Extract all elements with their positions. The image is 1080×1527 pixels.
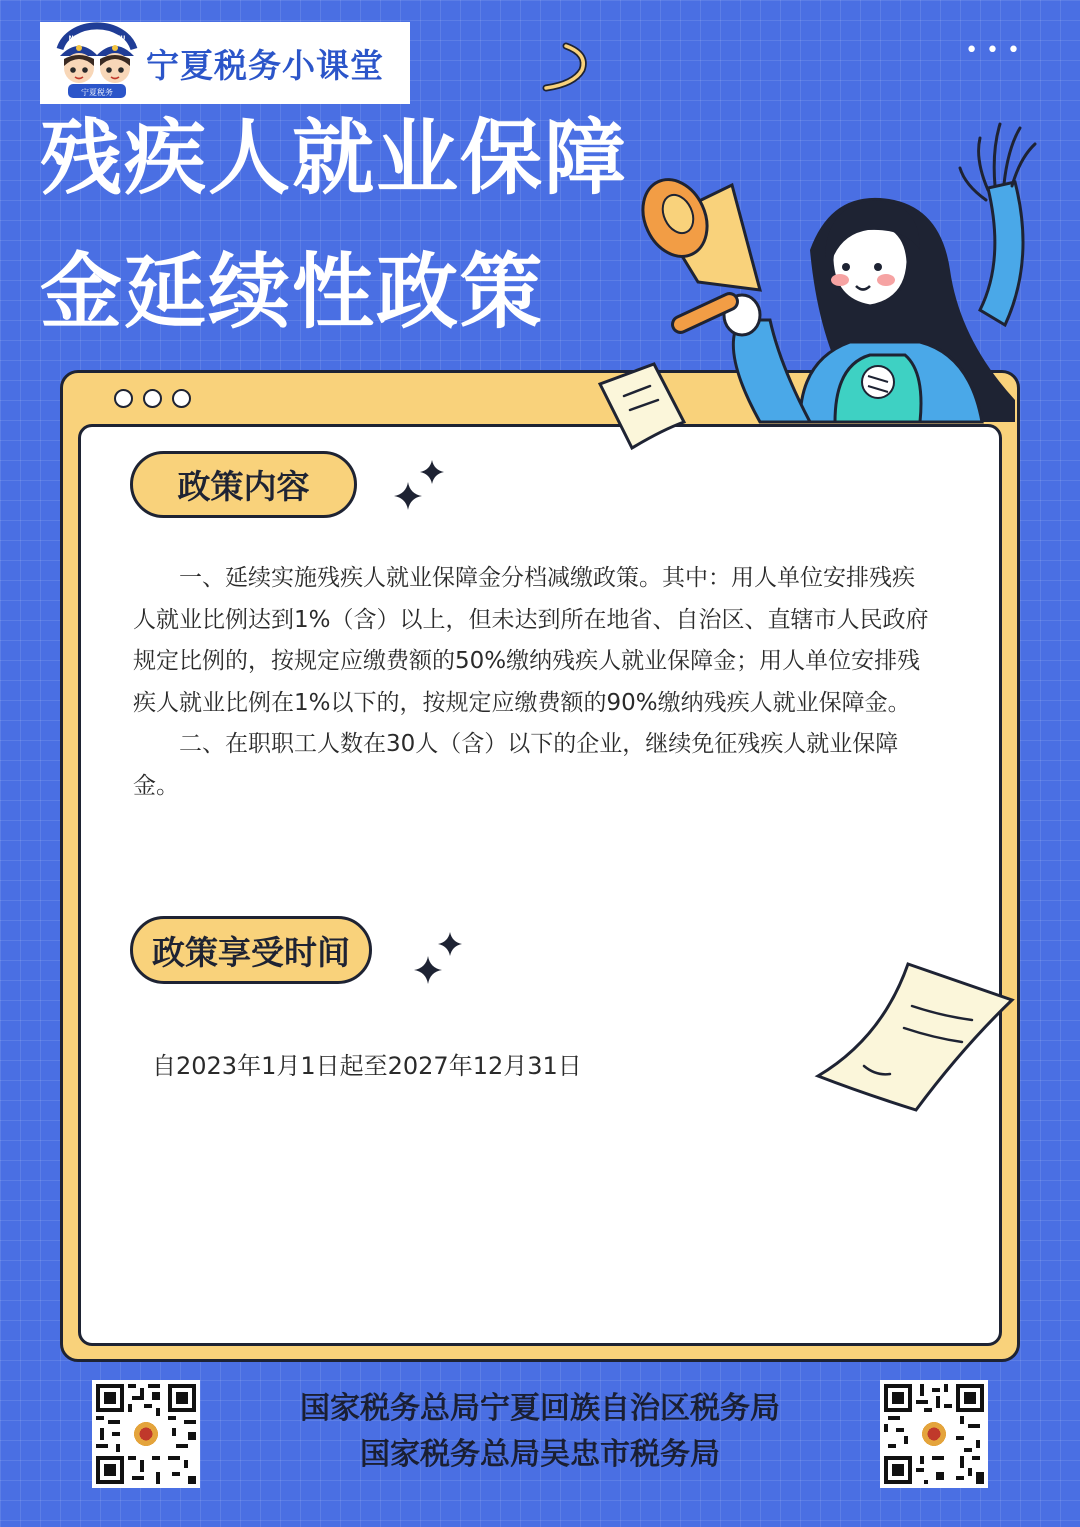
policy-content-text bbox=[133, 558, 933, 807]
footer-agency bbox=[240, 1386, 840, 1478]
footer-line-1: 国家税务总局宁夏回族自治区税务局 bbox=[300, 1391, 780, 1426]
section-heading-content: 政策内容 bbox=[130, 451, 357, 518]
sparkle-icon bbox=[394, 458, 450, 514]
policy-paragraph-1: 一、延续实施残疾人就业保障金分档减缴政策。其中：用人单位安排残疾人就业比例达到1%（含）以上，但未达到所在地省、自治区、直辖市人民政府规定比例的，按规定应缴费额的50%缴纳残疾人就业保障金；用人单位安排残疾人就业比例在1%以下的，按规定应缴费额的90%缴纳残疾人就业保障金。 bbox=[133, 565, 929, 716]
window-dots-icon bbox=[114, 389, 191, 408]
paper-note-icon bbox=[592, 360, 692, 455]
section-heading-period: 政策享受时间 bbox=[130, 916, 372, 984]
mascot-logo-icon bbox=[46, 22, 146, 104]
logo-text: 宁夏税务小课堂 bbox=[146, 45, 384, 85]
policy-period-text: 自2023年1月1日起至2027年12月31日 bbox=[152, 1052, 582, 1080]
badge-top-text: NINGXIASHUIWU bbox=[68, 35, 126, 42]
qr-code-icon bbox=[92, 1380, 200, 1488]
more-dots-icon: ••• bbox=[965, 38, 1028, 63]
swoosh-icon bbox=[538, 40, 598, 95]
footer-line-2: 国家税务总局吴忠市税务局 bbox=[360, 1437, 720, 1472]
page-title-line-2: 金延续性政策 bbox=[40, 245, 545, 340]
qr-code-icon bbox=[880, 1380, 988, 1488]
page-title-line-1: 残疾人就业保障 bbox=[40, 111, 629, 206]
policy-paragraph-2: 二、在职职工人数在30人（含）以下的企业，继续免征残疾人就业保障金。 bbox=[133, 731, 899, 799]
paper-note-icon bbox=[812, 958, 1022, 1118]
badge-bottom-text: 宁夏税务 bbox=[81, 88, 113, 97]
brand-logo bbox=[40, 22, 410, 104]
sparkle-icon bbox=[414, 930, 470, 988]
